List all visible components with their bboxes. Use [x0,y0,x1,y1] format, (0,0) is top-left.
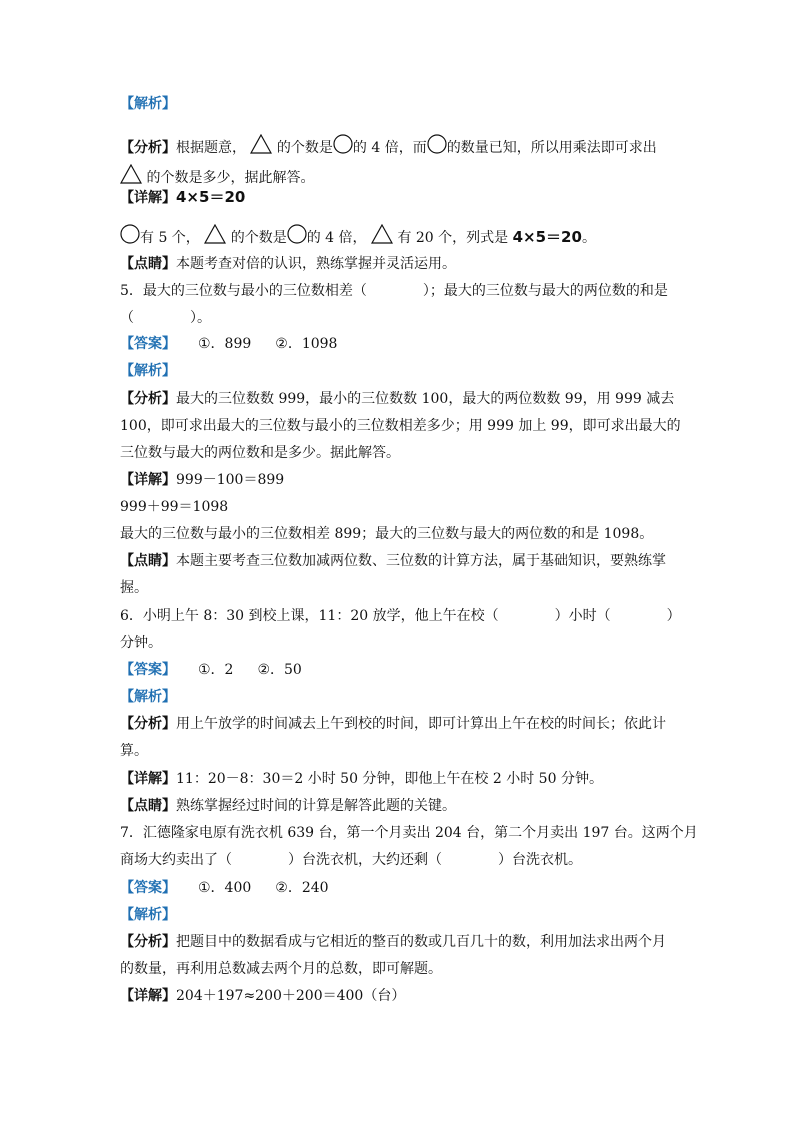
circle-icon [120,224,140,244]
dianjing-tag: 【点睛】 [120,256,176,272]
q5-xiangjie-line-3: 最大的三位数与最小的三位数相差 899；最大的三位数与最大的两位数的和是 1098。 [120,526,654,542]
triangle-icon [250,134,272,154]
q6-dianjing-line [120,796,456,816]
xiangjie-text: 11：20－8：30＝2 小时 50 分钟，即他上午在校 2 小时 50 分钟。 [176,771,603,787]
q4-jiexi-heading [120,94,176,114]
triangle-icon [371,224,393,244]
xiangjie-tag: 【详解】 [120,988,176,1004]
q5-fenxi-line-1 [120,389,674,409]
q5-stem-line-2: （ ）。 [120,310,211,326]
triangle-icon [204,224,226,244]
q4-xiangjie-line [120,187,245,208]
q6-xiangjie-line [120,769,603,789]
xiangjie-text: 204＋197≈200＋200＝400（台） [176,988,406,1004]
jiexi-tag: 【解析】 [120,907,176,923]
q7-answer-line [120,878,329,898]
fenxi-text: 最大的三位数数 999，最小的三位数数 100，最大的两位数数 99，用 999 减去 [176,391,675,407]
answer-1: ①．2 [198,662,234,678]
q5-answer-line [120,334,337,354]
q5-fenxi-line-3: 三位数与最大的两位数和是多少。据此解答。 [120,445,400,461]
q5-jiexi-heading [120,361,176,381]
jiexi-tag: 【解析】 [120,363,176,379]
xiangjie-tag: 【详解】 [120,771,176,787]
detail-text: 有 5 个， [140,230,200,246]
q5-fenxi-line-2: 100，即可求出最大的三位数与最小的三位数相差多少；用 999 加上 99，即可求出最大的 [120,418,681,434]
fenxi-text: 的个数是多少，据此解答。 [146,170,315,186]
fenxi-text: 的 4 倍，而 [352,140,427,156]
daan-tag: 【答案】 [120,662,176,678]
dianjing-text: 熟练掌握经过时间的计算是解答此题的关键。 [176,798,456,814]
fenxi-text: 的数量已知，所以用乘法即可求出 [446,140,657,156]
detail-text: 的个数是 [230,230,287,246]
q4-fenxi-line-2 [120,164,314,188]
q7-jiexi-heading [120,905,176,925]
fenxi-text: 根据题意， [176,140,246,156]
q7-stem-line-2: 商场大约卖出了（ ）台洗衣机，大约还剩（ ）台洗衣机。 [120,852,582,868]
q7-stem-line-1: 7．汇德隆家电原有洗衣机 639 台，第一个月卖出 204 台，第二个月卖出 197 台。这两个月 [120,825,698,841]
q5-dianjing-line-2: 握。 [120,580,148,596]
xiangjie-text: 999－100＝899 [176,472,285,488]
q6-stem-line-1: 6．小明上午 8：30 到校上课，11：20 放学，他上午在校（ ）小时（ ） [120,608,681,624]
q4-detail-line: 有 5 个， 的个数是 的 4 倍， 有 20 个，列式是 4×5＝20。 [120,224,596,248]
fenxi-tag: 【分析】 [120,140,176,156]
q4-fenxi-line-1 [120,134,657,158]
q5-dianjing-line-1 [120,551,666,571]
triangle-icon [120,164,142,184]
answer-1: ①．899 [198,336,252,352]
q5-xiangjie-line-2: 999＋99＝1098 [120,499,229,515]
circle-icon [427,134,447,154]
q6-stem-line-2: 分钟。 [120,635,162,651]
q7-xiangjie-line [120,986,405,1006]
q6-answer-line [120,660,302,680]
circle-icon [287,224,307,244]
answer-2: ②．1098 [275,336,338,352]
jiexi-tag: 【解析】 [120,96,176,112]
dianjing-tag: 【点睛】 [120,553,176,569]
circle-icon [333,134,353,154]
fenxi-text: 用上午放学的时间减去上午到校的时间，即可计算出上午在校的时间长；依此计 [176,716,666,732]
fenxi-text: 把题目中的数据看成与它相近的整百的数或几百几十的数，利用加法求出两个月 [176,934,666,950]
q5-stem-line-1: 5．最大的三位数与最小的三位数相差（ ）；最大的三位数与最大的两位数的和是 [120,283,668,299]
dianjing-text: 本题主要考查三位数加减两位数、三位数的计算方法，属于基础知识，要熟练掌 [176,553,666,569]
q6-fenxi-line-1 [120,714,666,734]
dianjing-text: 本题考查对倍的认识，熟练掌握并灵活运用。 [176,256,456,272]
daan-tag: 【答案】 [120,880,176,896]
detail-text: 有 20 个，列式是 [397,230,509,246]
xiangjie-tag: 【详解】 [120,472,176,488]
jiexi-tag: 【解析】 [120,689,176,705]
answer-1: ①．400 [198,880,252,896]
equation: 4×5＝20 [176,188,246,206]
answer-2: ②．50 [257,662,302,678]
q7-fenxi-line-1 [120,932,666,952]
fenxi-tag: 【分析】 [120,716,176,732]
q6-jiexi-heading [120,687,176,707]
daan-tag: 【答案】 [120,336,176,352]
detail-text: 的 4 倍， [306,230,367,246]
fenxi-tag: 【分析】 [120,391,176,407]
q7-fenxi-line-2: 的数量，再利用总数减去两个月的总数，即可解题。 [120,961,442,977]
answer-2: ②．240 [275,880,329,896]
q4-dianjing-line [120,254,456,274]
equation: 4×5＝20 [512,228,582,246]
q5-xiangjie-line-1 [120,470,284,490]
q6-fenxi-line-2: 算。 [120,743,148,759]
xiangjie-tag: 【详解】 [120,190,176,206]
dianjing-tag: 【点睛】 [120,798,176,814]
fenxi-tag: 【分析】 [120,934,176,950]
fenxi-text: 的个数是 [276,140,333,156]
